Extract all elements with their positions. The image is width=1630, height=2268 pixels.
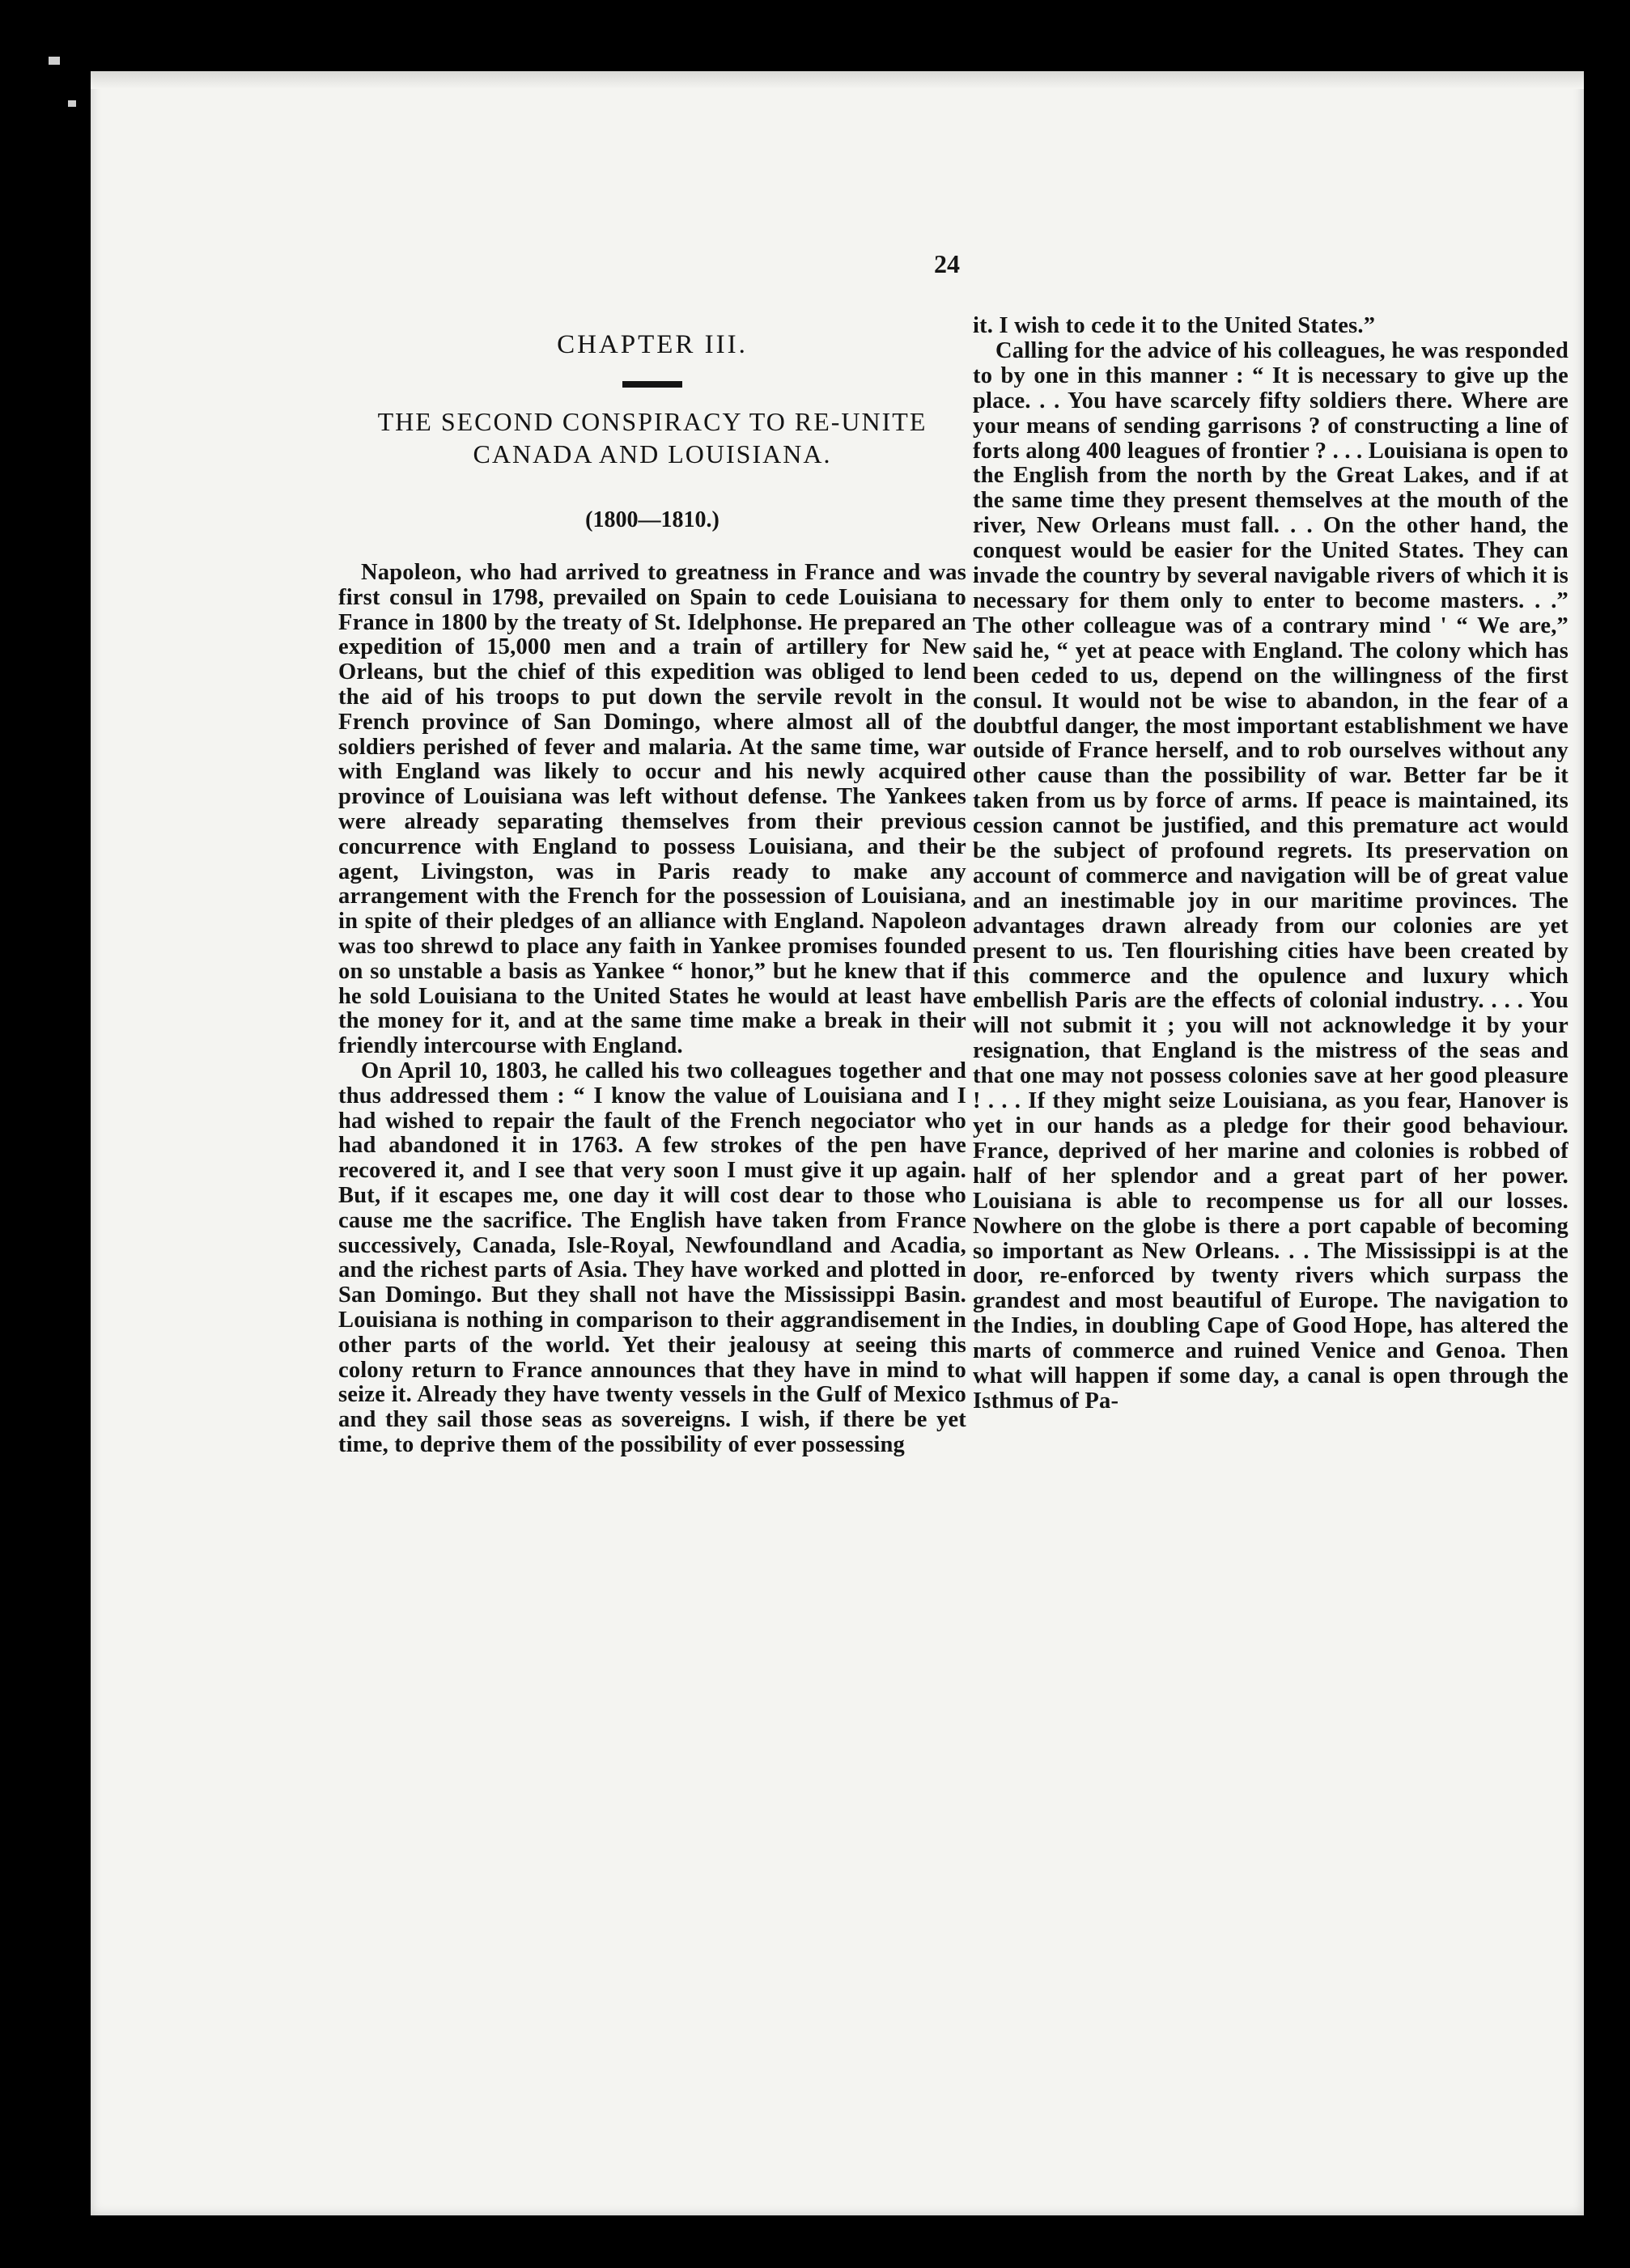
body-paragraph: Napoleon, who had arrived to greatness in France and was first consul in 1798, prevailed on Spain to cede Louisiana to France in 1800 by the treaty of St. Idelphonse. He prepared an expedition of 15,000 men and a train of artillery for New Orleans, but the chief of this expedition was obliged to lend the aid of his troops to put down the servile revolt in the French province of San Domingo, where almost all of the soldiers perished of fever and malaria. At the same time, war with England was likely to occur and his newly acquired province of Louisiana was left without defense. The Yankees were already separating themselves from their previous concurrence with England to possess Louisiana, and their agent, Livingston, was in Paris ready to make any arrangement with the French for the possession of Louisiana, in spite of their pledges of an alliance with England. Napoleon was too shrewd to place any faith in Yankee promises founded on so unstable a basis as Yankee “ honor,” but he knew that if he sold Louisiana to the United States he would at least have the money for it, and at the same time make a break in their friendly intercourse with England. bbox=[338, 560, 966, 1059]
scan-speck bbox=[68, 100, 76, 107]
body-paragraph: On April 10, 1803, he called his two colleagues together and thus addressed them : “ I know the value of Louisiana and I had wished to repair the fault of the French negociator who had abandoned it in 1763. A few strokes of the pen have recovered it, and I see that very soon I must give it up again. But, if it escapes me, one day it will cost dear to those who cause me the sacrifice. The English have taken from France successively, Canada, Isle-Royal, Newfoundland and Acadia, and the richest parts of Asia. They have worked and plotted in San Domingo. But they shall not have the Mississippi Basin. Louisiana is nothing in comparison to their aggrandisement in other parts of the world. Yet their jealousy at seeing this colony return to France announces that they have in mind to seize it. Already they have twenty vessels in the Gulf of Mexico and they sail those seas as sovereigns. I wish, if there be yet time, to deprive them of the possibility of ever possessing bbox=[338, 1058, 966, 1457]
page-top-edge bbox=[91, 71, 1584, 89]
left-column bbox=[338, 324, 966, 1458]
chapter-heading: CHAPTER III. bbox=[557, 330, 748, 359]
scan-speck bbox=[49, 57, 60, 65]
chapter-dates: (1800—1810.) bbox=[585, 507, 719, 532]
heading-rule bbox=[622, 381, 682, 388]
chapter-title: THE SECOND CONSPIRACY TO RE-UNITE CANADA AND LOUISIANA. bbox=[377, 407, 927, 468]
page-number: 24 bbox=[934, 249, 960, 278]
right-column bbox=[973, 314, 1568, 1414]
body-paragraph: it. I wish to cede it to the United States.” bbox=[973, 313, 1376, 338]
body-paragraph: Calling for the advice of his colleagues, he was responded to by one in this manner : “ It is necessary to give up the place. . . You have scarcely fifty soldiers there. Where are your means of sending garrisons ? of constructing a line of forts along 400 leagues of frontier ? . . . Louisiana is open to the English from the north by the Great Lakes, and if at the same time they present themselves at the mouth of the river, New Orleans must fall. . . On the other hand, the conquest would be easier for the United States. They can invade the country by several navigable rivers of which it is necessary for them only to enter to become masters. . .” The other colleague was of a contrary mind ' “ We are,” said he, “ yet at peace with England. The colony which has been ceded to us, depend on the willingness of the first consul. It would not be wise to abandon, in the fear of a doubtful danger, the most important establishment we have outside of France herself, and to rob ourselves without any other cause than the possibility of war. Better far be it taken from us by force of arms. If peace is maintained, its cession cannot be justified, and this premature act would be the subject of profound regrets. Its preservation on account of commerce and navigation will be of great value and an inestimable joy in our maritime provinces. The advantages drawn already from our colonies are yet present to us. Ten flourishing cities have been created by this commerce and the opulence and luxury which embellish Paris are the effects of colonial industry. . . . You will not submit it ; you will not acknowledge it by your resignation, that England is the mistress of the seas and that one may not possess colonies save at her good pleasure ! . . . If they might seize Louisiana, as you fear, Hanover is yet in our hands as a pledge for their good behaviour. France, deprived of her marine and colonies is robbed of half of her splendor and a great part of her power. Louisiana is able to recompense us for all our losses. Nowhere on the globe is there a port capable of becoming so important as New Orleans. . . The Mississippi is at the door, re-enforced by twenty rivers which surpass the grandest and most beautiful of Europe. The navigation to the Indies, in doubling Cape of Good Hope, has altered the marts of commerce and ruined Venice and Genoa. Then what will happen if some day, a canal is open through the Isthmus of Pa- bbox=[973, 337, 1568, 1414]
